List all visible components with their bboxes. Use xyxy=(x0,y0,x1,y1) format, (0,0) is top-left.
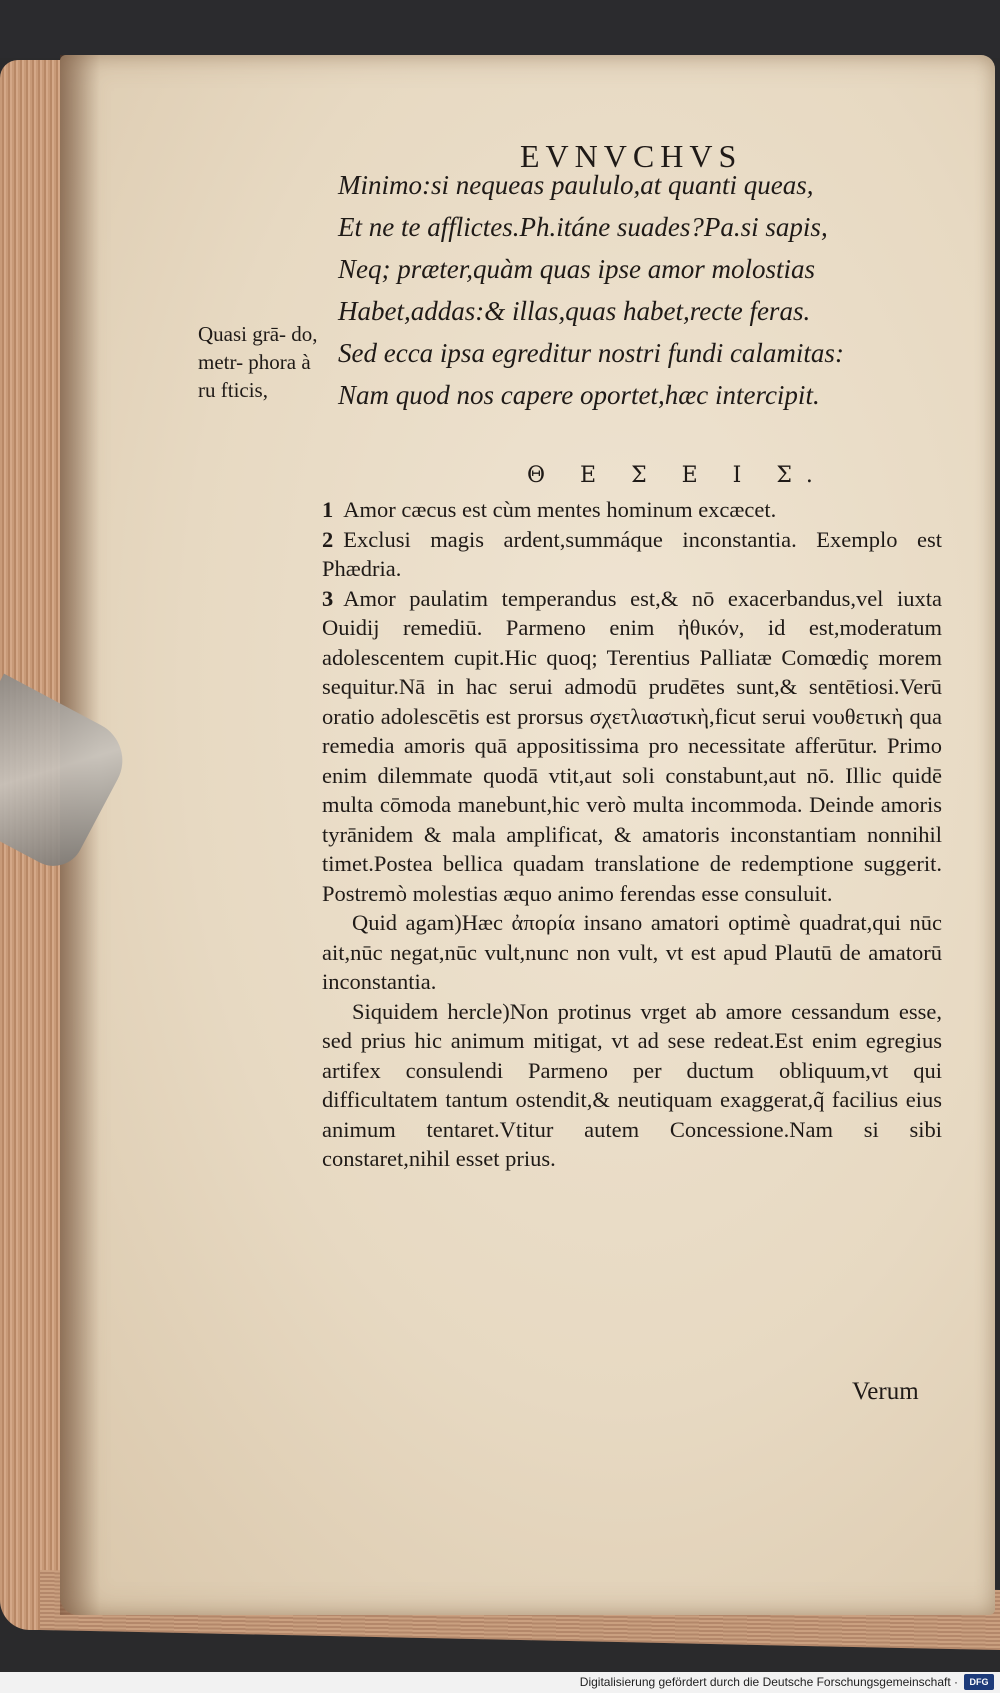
thesis-number: 3 xyxy=(322,585,334,611)
commentary-paragraph-1: Quid agam)Hæc ἀπορία insano amatori optimè quadrat,qui nūc ait,nūc negat,nūc vult,nunc non vult, vt est apud Plautū de amatorū inconstantia. xyxy=(322,910,942,994)
digitization-footer xyxy=(0,1672,1000,1693)
margin-note: Quasi grā- do, metr- phora à ru fticis, xyxy=(198,322,318,402)
thesis-item-1 xyxy=(322,495,942,525)
thesis-item-3 xyxy=(322,584,942,909)
thesis-text: Exclusi magis ardent,summáque inconstantia. Exemplo est Phædria. xyxy=(322,526,942,581)
verse-line-2: Et ne te afflictes.Ph.itáne suades?Pa.si sapis, xyxy=(338,212,828,242)
verse-line-6: Nam quod nos capere oportet,hæc intercipit. xyxy=(338,380,820,410)
footer-credit: Digitalisierung gefördert durch die Deutsche Forschungsgemeinschaft · xyxy=(579,1675,958,1689)
thesis-item-2 xyxy=(322,525,942,584)
verse-line-1: Minimo:si nequeas paululo,at quanti queas, xyxy=(338,170,814,200)
verse-line-5: Sed ecca ipsa egreditur nostri fundi calamitas: xyxy=(338,338,844,368)
verse-line-4: Habet,addas:& illas,quas habet,recte feras. xyxy=(338,296,811,326)
thesis-number: 1 xyxy=(322,497,334,522)
verse-line-3: Neq; præter,quàm quas ipse amor molostias xyxy=(338,254,816,284)
thesis-number: 2 xyxy=(322,526,334,552)
background-top xyxy=(0,0,1000,58)
catchword: Verum xyxy=(852,1378,919,1405)
running-head: EVNVCHVS xyxy=(520,138,743,174)
dfg-logo-icon: DFG xyxy=(964,1674,994,1690)
commentary-paragraph-2: Siquidem hercle)Non protinus vrget ab amore cessandum esse, sed prius hic animum mitigat, vt ad sese redeat.Est enim egregius artifex consulendi Parmeno per ductum obliquum,vt qui difficultatem tantum ostendit,& neutiquam exaggerat,q̃ facilius eius animum tentaret.Vtitur autem Concessione.Nam si sibi constaret,nihil esset prius. xyxy=(322,998,942,1171)
thesis-text: Amor cæcus est cùm mentes hominum excæcet. xyxy=(343,497,777,522)
thesis-heading: Θ Ε Σ Ε Ι Σ. xyxy=(527,463,827,488)
thesis-text: Amor paulatim temperandus est,& nō exacerbandus,vel iuxta Ouidij remediū. Parmeno enim ἠθικόν, id est,moderatum adolescentem cupit.Hic quoq; Terentius Palliatæ Comœdiç morem sequitur.Nā in hac serui admodū prudētes sunt,& sentētiosi.Verū oratio adolescētis est prorsus σχετλιαστικὴ,ficut serui νουθετικὴ qua remedia amoris quā appositissima pro necessitate afferūtur. Primo enim dilemmate quodā vtit,aut soli constabunt,aut nō. Illic quidē multa cōmoda manebunt,hic verò multa incommoda. Deinde amoris tyrānidem & mala amplificat, & amatoris inconstantiam nonnihil timet.Postea bellica quadam translatione de redemptione suggerit. Postremò molestias æquo animo ferendas esse consuluit. xyxy=(322,585,942,906)
commentary-text xyxy=(322,495,942,1174)
